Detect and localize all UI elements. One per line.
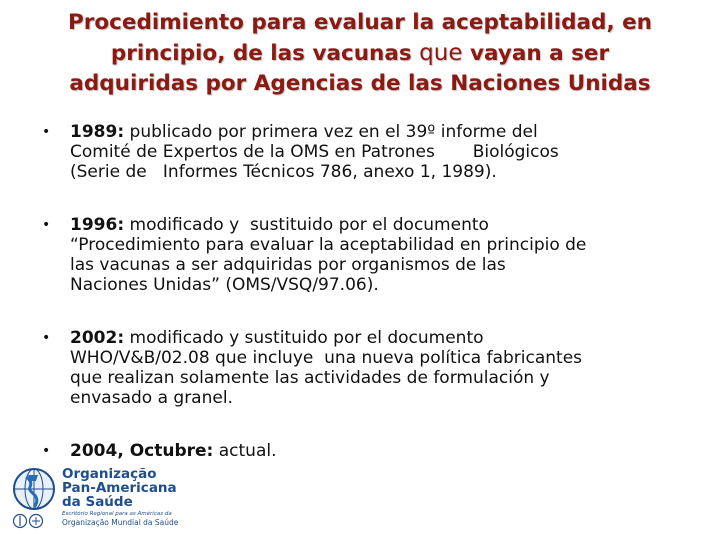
bullet-item-1996 [40,215,690,295]
bullet-dot-icon: • [42,124,51,140]
bullet-list [40,122,690,461]
bullet-3-year: 2002: [70,328,125,348]
bullet-3-line-3: que realizan solamente las actividades de formulación y [70,368,550,388]
bullet-3-line-2: WHO/V&B/02.08 que incluye una nueva política fabricantes [70,348,583,368]
title-word-que: que [419,40,463,66]
bullet-1-line-2: Comité de Expertos de la OMS en Patrones Biológicos [70,142,559,162]
bullet-item-2002 [40,328,690,408]
paho-subtitle-1-text: Escritório Regional para as Américas da [62,511,172,517]
paho-globe-emblem-icon [12,467,56,511]
bullet-4-line-1 [70,441,690,461]
title-line-3: adquiridas por Agencias de las Naciones Unidas [69,71,651,96]
bullet-item-1989 [40,122,690,182]
bullet-1-text-1: publicado por primera vez en el 39º informe del [124,122,538,142]
paho-name-line-1: Organização [62,466,157,482]
bullet-2-line-2: “Procedimiento para evaluar la aceptabilidad en principio de [70,235,587,255]
bullet-2-line-4: Naciones Unidas” (OMS/VSQ/97.06). [70,275,379,295]
paho-subtitle-2-text: Organização Mundial da Saúde [62,518,179,527]
bullet-3-line-1 [70,328,690,348]
title-line-2-end: vayan a ser [462,41,610,66]
paho-subtitle-2 [62,518,178,527]
bullet-1-year: 1989: [70,122,125,142]
bullet-2-line-1 [70,215,690,235]
bullet-dot-icon: • [42,217,51,233]
slide-title [10,8,710,99]
title-line-2-start: principio, de las vacunas [110,41,420,66]
title-line-2 [10,38,710,69]
who-emblems-icon [12,513,56,529]
paho-name [62,467,177,509]
bullet-dot-icon: • [42,330,51,346]
paho-name-line-3: da Saúde [62,494,133,510]
paho-subtitle-1 [62,511,172,518]
bullet-1-line-3: (Serie de Informes Técnicos 786, anexo 1, 1989). [70,162,497,182]
paho-name-line-2: Pan-Americana [62,480,177,496]
title-line-1: Procedimiento para evaluar la aceptabilidad, en [68,10,652,35]
bullet-2-year: 1996: [70,215,125,235]
bullet-2-text-1: modificado y sustituido por el documento [124,215,489,235]
paho-logo [12,463,182,531]
bullet-item-2004 [40,441,690,461]
bullet-4-text-1: actual. [213,441,277,461]
bullet-1-line-1 [70,122,690,142]
bullet-dot-icon: • [42,443,51,459]
bullet-2-line-3: las vacunas a ser adquiridas por organismos de las [70,255,506,275]
bullet-3-line-4: envasado a granel. [70,388,233,408]
bullet-3-text-1: modificado y sustituido por el documento [124,328,484,348]
bullet-4-date: 2004, Octubre: [70,441,214,461]
